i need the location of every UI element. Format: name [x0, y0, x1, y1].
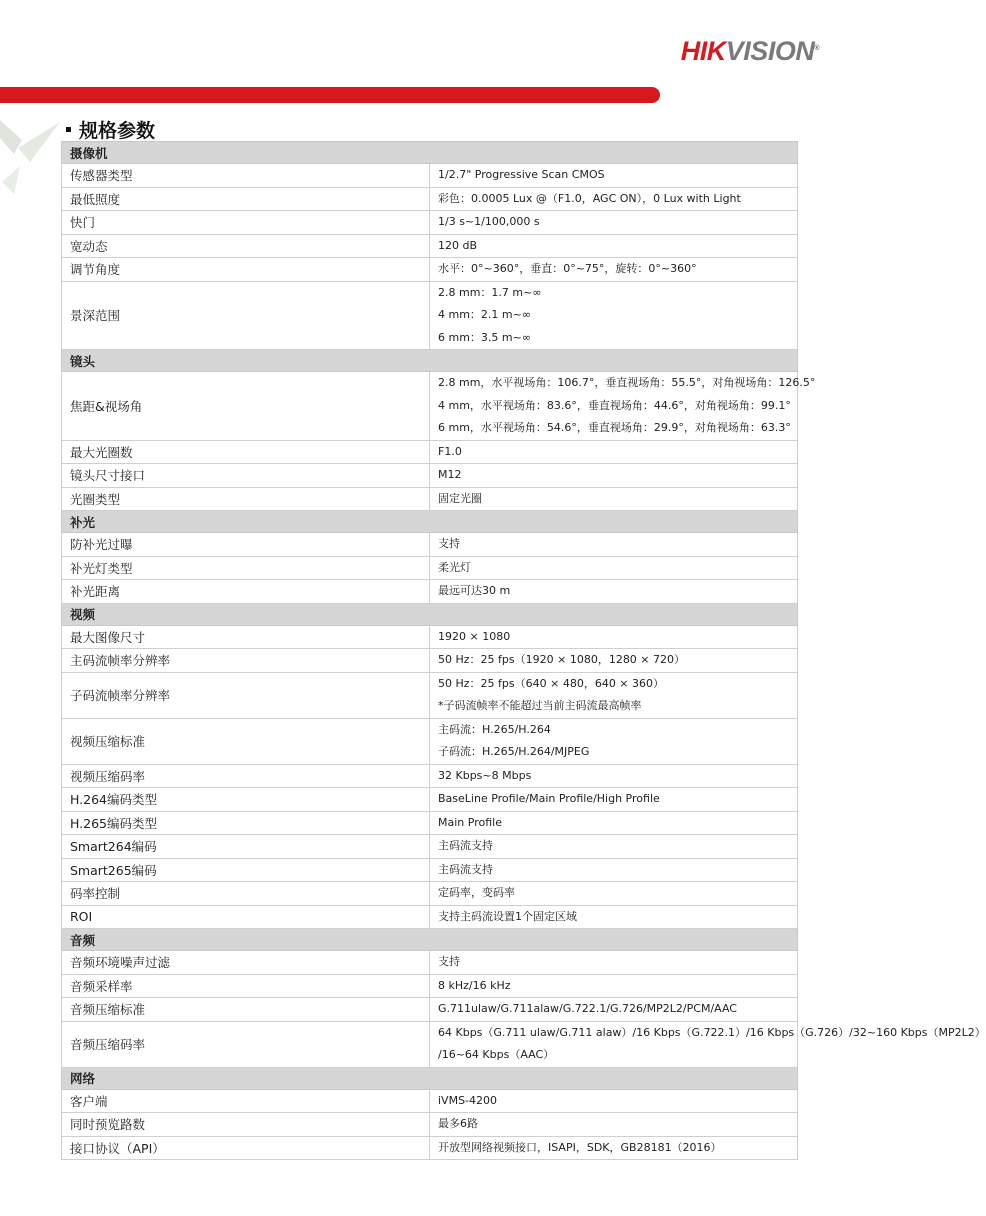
spec-value-line: 支持 — [438, 955, 460, 968]
spec-value — [430, 211, 798, 235]
spec-row — [62, 1089, 798, 1113]
spec-value-line: 64 Kbps（G.711 ulaw/G.711 alaw）/16 Kbps（G.722.1）/16 Kbps（G.726）/32~160 Kbps（MP2L2） — [438, 1025, 986, 1039]
spec-row — [62, 464, 798, 488]
section-header: 视频 — [62, 603, 798, 625]
spec-row — [62, 234, 798, 258]
spec-row — [62, 951, 798, 975]
spec-value-line: 6 mm，水平视场角：54.6°，垂直视场角：29.9°，对角视场角：63.3° — [438, 421, 791, 434]
spec-key: 补光灯类型 — [62, 556, 430, 580]
spec-key: 防补光过曝 — [62, 533, 430, 557]
spec-row — [62, 649, 798, 673]
spec-value-line: 支持 — [438, 537, 460, 550]
spec-value — [430, 487, 798, 511]
spec-row — [62, 258, 798, 282]
spec-value-line: 定码率，变码率 — [438, 886, 515, 899]
hikvision-logo: HIKVISION® — [680, 36, 819, 66]
spec-key: 景深范围 — [62, 281, 430, 350]
spec-value — [430, 882, 798, 906]
page-title-text: 规格参数 — [79, 120, 156, 142]
spec-value — [430, 764, 798, 788]
spec-value — [430, 281, 798, 350]
spec-value-line: 2.8 mm，水平视场角：106.7°，垂直视场角：55.5°，对角视场角：126.5° — [438, 376, 816, 389]
spec-value-line: 120 dB — [438, 238, 478, 252]
spec-key: 音频环境噪声过滤 — [62, 951, 430, 975]
spec-value — [430, 905, 798, 929]
spec-value-line: 彩色：0.0005 Lux @（F1.0，AGC ON），0 Lux with Light — [438, 191, 741, 205]
spec-key: 镜头尺寸接口 — [62, 464, 430, 488]
spec-key: 音频压缩码率 — [62, 1021, 430, 1067]
spec-value — [430, 440, 798, 464]
spec-key: 传感器类型 — [62, 164, 430, 188]
spec-value-line: 2.8 mm：1.7 m~∞ — [438, 285, 542, 299]
section-header-row — [62, 603, 798, 625]
spec-row — [62, 858, 798, 882]
spec-value — [430, 718, 798, 764]
spec-row — [62, 764, 798, 788]
spec-value — [430, 372, 816, 441]
spec-row — [62, 1113, 798, 1137]
spec-key: 视频压缩码率 — [62, 764, 430, 788]
spec-value-line: 主码流支持 — [438, 862, 493, 876]
spec-value-line: 6 mm：3.5 m~∞ — [438, 330, 532, 344]
spec-key: 补光距离 — [62, 580, 430, 604]
spec-row — [62, 580, 798, 604]
spec-value — [430, 998, 798, 1022]
spec-value-line: M12 — [438, 468, 462, 481]
section-header: 摄像机 — [62, 142, 798, 164]
logo-gray-part: VISION — [725, 36, 815, 66]
spec-row — [62, 835, 798, 859]
spec-key: 调节角度 — [62, 258, 430, 282]
spec-value — [430, 464, 798, 488]
spec-row — [62, 998, 798, 1022]
spec-value — [430, 951, 798, 975]
spec-value-line: 主码流：H.265/H.264 — [438, 722, 551, 736]
spec-row — [62, 187, 798, 211]
spec-row — [62, 164, 798, 188]
spec-value — [430, 1021, 986, 1067]
spec-value-line: 水平：0°~360°，垂直：0°~75°，旋转：0°~360° — [438, 262, 697, 275]
spec-value — [430, 974, 798, 998]
spec-value-line: 最多6路 — [438, 1117, 478, 1130]
spec-row — [62, 211, 798, 235]
section-header-row — [62, 350, 798, 372]
spec-key: Smart264编码 — [62, 835, 430, 859]
spec-row — [62, 882, 798, 906]
spec-value-line: iVMS-4200 — [438, 1093, 498, 1107]
spec-value-line: 8 kHz/16 kHz — [438, 978, 511, 992]
spec-key: 客户端 — [62, 1089, 430, 1113]
spec-value-line: Main Profile — [438, 815, 502, 829]
spec-key: 同时预览路数 — [62, 1113, 430, 1137]
spec-value — [430, 234, 798, 258]
spec-key: 音频压缩标准 — [62, 998, 430, 1022]
spec-value-line: 固定光圈 — [438, 491, 482, 505]
spec-row — [62, 811, 798, 835]
spec-value — [430, 258, 798, 282]
spec-value — [430, 1089, 798, 1113]
spec-value — [430, 556, 798, 580]
spec-value-line: 1920 × 1080 — [438, 629, 511, 643]
spec-key: 子码流帧率分辨率 — [62, 672, 430, 718]
spec-value-line: 支持主码流设置1个固定区域 — [438, 909, 577, 923]
spec-key: 快门 — [62, 211, 430, 235]
spec-value-line: /16~64 Kbps（AAC） — [438, 1048, 555, 1061]
spec-value — [430, 1136, 798, 1160]
spec-row — [62, 440, 798, 464]
section-header-row — [62, 1067, 798, 1089]
spec-value-line: 开放型网络视频接口，ISAPI，SDK，GB28181（2016） — [438, 1140, 722, 1154]
spec-value-line: 32 Kbps~8 Mbps — [438, 768, 532, 782]
spec-row — [62, 625, 798, 649]
spec-value — [430, 835, 798, 859]
spec-key: 视频压缩标准 — [62, 718, 430, 764]
section-header: 镜头 — [62, 350, 798, 372]
spec-value-line: *子码流帧率不能超过当前主码流最高帧率 — [438, 699, 642, 712]
spec-row — [62, 556, 798, 580]
spec-value — [430, 672, 798, 718]
section-header: 网络 — [62, 1067, 798, 1089]
spec-row — [62, 1136, 798, 1160]
spec-value-line: F1.0 — [438, 444, 462, 458]
spec-value — [430, 187, 798, 211]
logo-red-part: HIK — [680, 36, 726, 66]
spec-key: Smart265编码 — [62, 858, 430, 882]
spec-value — [430, 580, 798, 604]
spec-value-line: 4 mm：2.1 m~∞ — [438, 308, 532, 321]
spec-value — [430, 649, 798, 673]
spec-row — [62, 533, 798, 557]
spec-value — [430, 811, 798, 835]
spec-value — [430, 164, 798, 188]
spec-value-line: 主码流支持 — [438, 839, 493, 852]
spec-value-line: 子码流：H.265/H.264/MJPEG — [438, 745, 590, 758]
spec-key: 光圈类型 — [62, 487, 430, 511]
section-header-row — [62, 929, 798, 951]
spec-value-line: 1/2.7" Progressive Scan CMOS — [438, 168, 605, 181]
spec-value-line: 4 mm，水平视场角：83.6°，垂直视场角：44.6°，对角视场角：99.1° — [438, 398, 791, 412]
spec-key: 最低照度 — [62, 187, 430, 211]
spec-value — [430, 625, 798, 649]
spec-key: 主码流帧率分辨率 — [62, 649, 430, 673]
spec-key: 宽动态 — [62, 234, 430, 258]
section-header-row — [62, 142, 798, 164]
spec-value — [430, 533, 798, 557]
spec-value-line: 1/3 s~1/100,000 s — [438, 215, 540, 228]
spec-row — [62, 487, 798, 511]
spec-table — [61, 141, 986, 1160]
spec-row — [62, 372, 798, 441]
spec-row — [62, 718, 798, 764]
spec-key: H.265编码类型 — [62, 811, 430, 835]
spec-table-container — [61, 141, 986, 1160]
spec-value — [430, 1113, 798, 1137]
spec-value — [430, 788, 798, 812]
spec-row — [62, 672, 798, 718]
spec-value-line: 柔光灯 — [438, 560, 471, 574]
spec-key: 焦距&视场角 — [62, 372, 430, 441]
section-header: 音频 — [62, 929, 798, 951]
spec-value-line: G.711ulaw/G.711alaw/G.722.1/G.726/MP2L2/PCM/AAC — [438, 1002, 737, 1015]
header-red-bar — [0, 87, 660, 103]
spec-row — [62, 1021, 798, 1067]
spec-key: 接口协议（API） — [62, 1136, 430, 1160]
section-header: 补光 — [62, 511, 798, 533]
section-header-row — [62, 511, 798, 533]
spec-key: 最大图像尺寸 — [62, 625, 430, 649]
spec-key: 最大光圈数 — [62, 440, 430, 464]
spec-row — [62, 974, 798, 998]
spec-row — [62, 788, 798, 812]
spec-key: H.264编码类型 — [62, 788, 430, 812]
page-title — [66, 116, 155, 143]
spec-value-line: 最远可达30 m — [438, 584, 511, 597]
spec-key: 码率控制 — [62, 882, 430, 906]
spec-value-line: 50 Hz：25 fps（640 × 480，640 × 360） — [438, 676, 665, 690]
spec-key: ROI — [62, 905, 430, 929]
spec-row — [62, 905, 798, 929]
spec-value — [430, 858, 798, 882]
spec-key: 音频采样率 — [62, 974, 430, 998]
spec-value-line: BaseLine Profile/Main Profile/High Profile — [438, 792, 660, 805]
decorative-check-icon — [0, 120, 70, 200]
spec-value-line: 50 Hz：25 fps（1920 × 1080，1280 × 720） — [438, 653, 686, 666]
spec-row — [62, 281, 798, 350]
